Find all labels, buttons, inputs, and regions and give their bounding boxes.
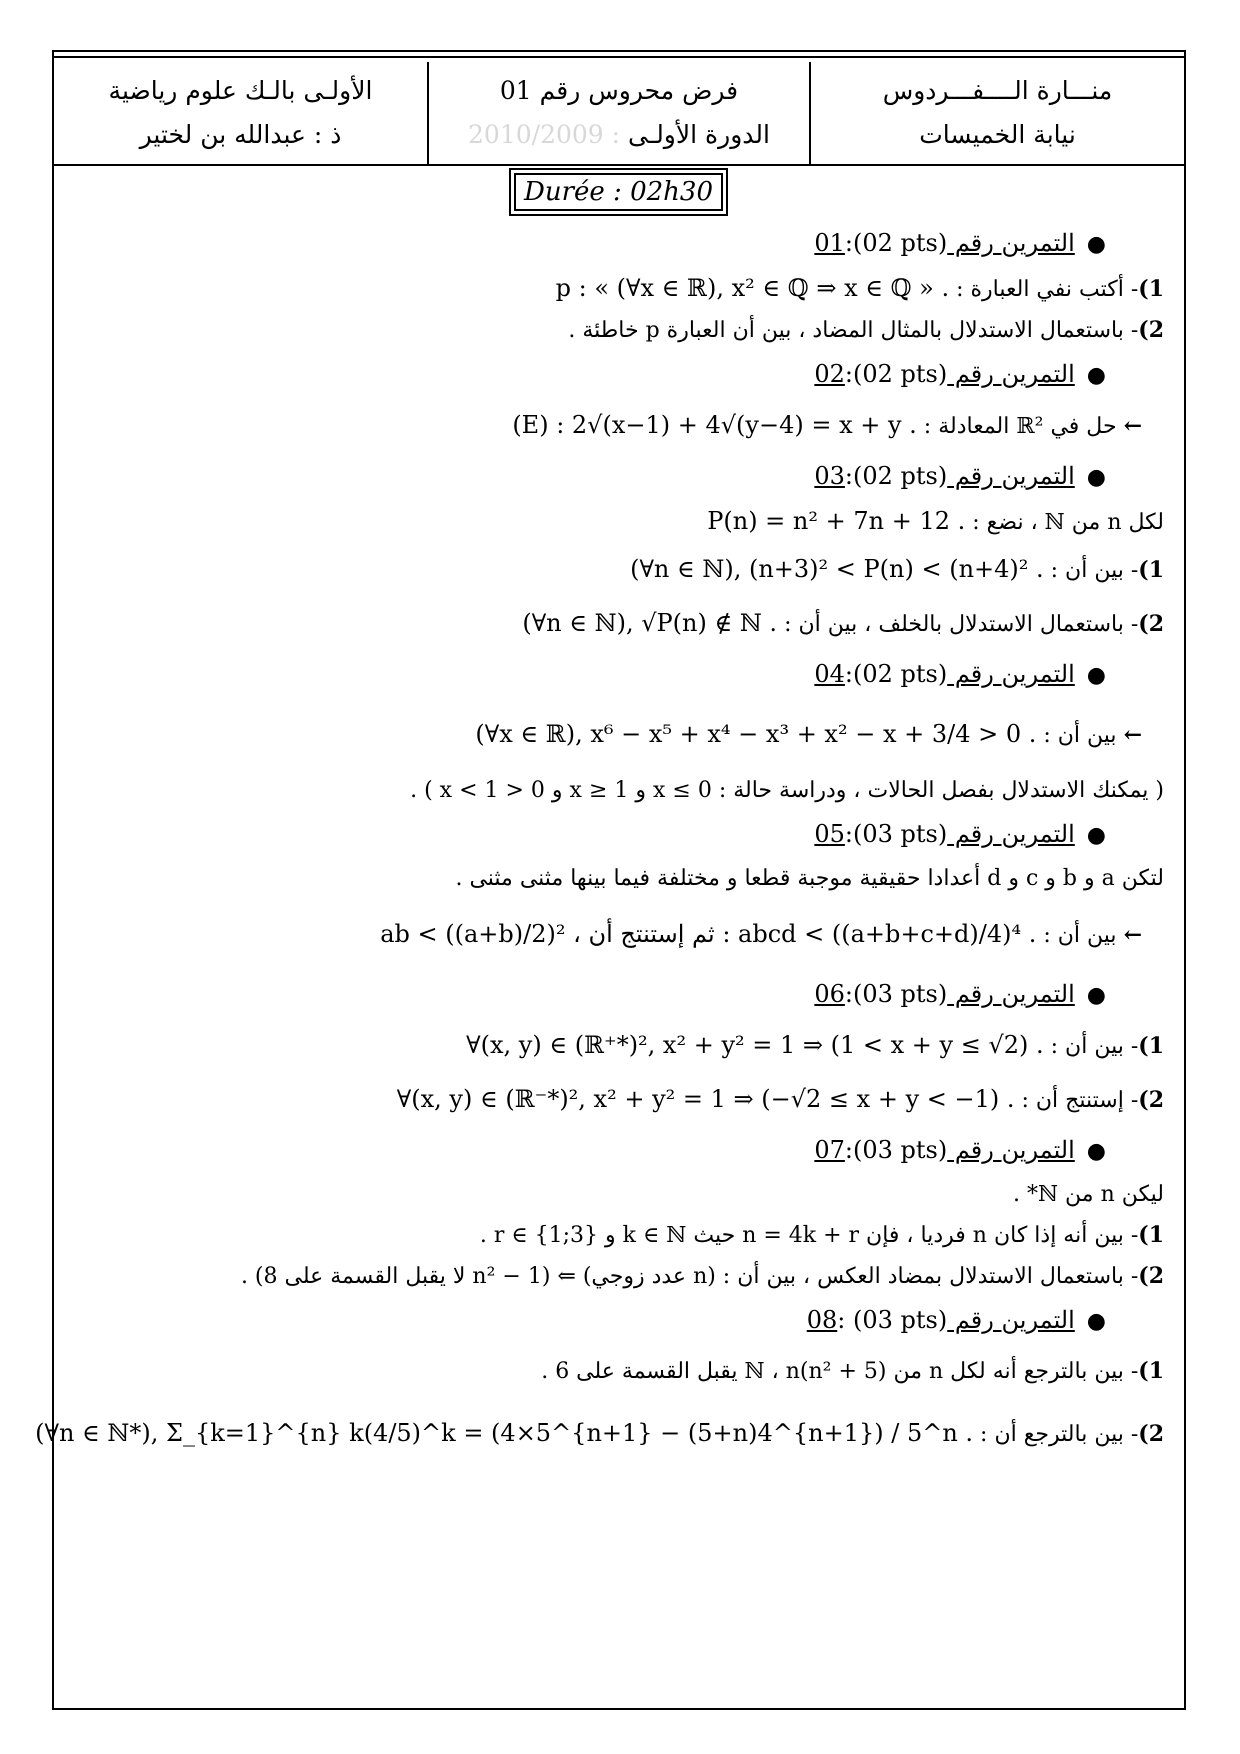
bullet-icon: ● — [1086, 983, 1106, 1008]
exam-session — [468, 113, 770, 157]
exercise-line: 1)- أكتب نفي العبارة : p : « (∀x ∈ ℝ), x² ∈ ℚ ⇒ x ∈ ℚ » . — [555, 274, 1164, 302]
exercise-title: ●التمرين رقم 07:(03 pts) — [814, 1136, 1106, 1164]
exercise-5 — [78, 811, 1164, 971]
exercise-line: 2)- باستعمال الاستدلال بالخلف ، بين أن : (∀n ∈ ℕ), √P(n) ∉ ℕ . — [522, 609, 1164, 637]
class-name: الأولـى بالـك علوم رياضية — [108, 76, 373, 105]
exercise-title: ●التمرين رقم 08: (03 pts) — [806, 1306, 1106, 1334]
exercise-line: 2)- إستنتج أن : ∀(x, y) ∈ (ℝ⁻*)², x² + y² = 1 ⇒ (−√2 ≤ x + y < −1) . — [396, 1085, 1164, 1113]
exercise-title: ●التمرين رقم 03:(02 pts) — [814, 462, 1106, 490]
bullet-icon: ● — [1086, 232, 1106, 257]
exercise-line: لكل n من ℕ ، نضع : P(n) = n² + 7n + 12 . — [707, 507, 1164, 535]
header-exam — [429, 62, 811, 164]
arrow-icon: ← — [1123, 922, 1142, 948]
school-year: : 2010/2009 — [468, 120, 621, 149]
page-frame — [35, 50, 1186, 1710]
exercises-body — [35, 220, 1164, 1470]
bullet-icon: ● — [1086, 363, 1106, 388]
exercise-title: ●التمرين رقم 01:(02 pts) — [814, 229, 1106, 257]
header-table — [54, 62, 1184, 166]
exercise-line: 1)- بين أن : (∀n ∈ ℕ), (n+3)² < P(n) < (n+4)² . — [630, 555, 1164, 583]
bullet-icon: ● — [1086, 663, 1106, 688]
exercise-3 — [78, 453, 1164, 651]
exercise-line: ← حل في ℝ² المعادلة : (E) : 2√(x−1) + 4√(y−4) = x + y . — [512, 411, 1142, 439]
directorate-name: نيابة الخميسات — [919, 120, 1076, 149]
exercise-line: 1)- بين بالترجع أنه لكل n من ℕ ، n(n² + 5) يقبل القسمة على 6 . — [541, 1358, 1164, 1384]
bullet-icon: ● — [1086, 1139, 1106, 1164]
exam-title: فرض محروس رقم 01 — [499, 76, 739, 105]
header-school — [811, 62, 1184, 164]
exercise-line: لتكن a و b و c و d أعدادا حقيقية موجبة قطعا و مختلفة فيما بينها مثنى مثنى . — [455, 866, 1164, 891]
bullet-icon: ● — [1086, 1309, 1106, 1334]
exercise-4 — [78, 651, 1164, 811]
exercise-2 — [78, 351, 1164, 453]
exercise-1 — [78, 220, 1164, 351]
exercise-line: ليكن n من ℕ* . — [1012, 1182, 1164, 1207]
header-class — [54, 62, 429, 164]
exercise-title: ●التمرين رقم 04:(02 pts) — [814, 660, 1106, 688]
exercise-title: ●التمرين رقم 02:(02 pts) — [814, 360, 1106, 388]
arrow-icon: ← — [1123, 413, 1142, 439]
exercise-line: ( يمكنك الاستدلال بفصل الحالات ، ودراسة حالة : x ≤ 0 و x ≥ 1 و 0 < x < 1 ) . — [410, 778, 1164, 803]
duration-box — [509, 168, 728, 216]
exercise-line: 2)- باستعمال الاستدلال بالمثال المضاد ، بين أن العبارة p خاطئة . — [568, 317, 1164, 343]
exercise-title: ●التمرين رقم 05:(03 pts) — [814, 820, 1106, 848]
session-label: الدورة الأولـى — [628, 120, 770, 149]
arrow-icon: ← — [1123, 722, 1142, 748]
exercise-8 — [35, 1297, 1164, 1470]
school-name: منـــارة الــــفـــردوس — [882, 76, 1113, 105]
exercise-line: 2)- باستعمال الاستدلال بمضاد العكس ، بين أن : (n عدد زوجي) ⇐ (n² − 1 لا يقبل القسمة على 8) . — [240, 1263, 1164, 1289]
exercise-line: 1)- بين أنه إذا كان n فرديا ، فإن n = 4k + r حيث k ∈ ℕ و r ∈ {1;3} . — [479, 1222, 1164, 1248]
exercise-line: ← بين أن : ab < ((a+b)/2)² ، ثم إستنتج أن : abcd < ((a+b+c+d)/4)⁴ . — [380, 920, 1142, 948]
exercise-line: ← بين أن : (∀x ∈ ℝ), x⁶ − x⁵ + x⁴ − x³ + x² − x + 3/4 > 0 . — [475, 720, 1142, 748]
exercise-line: 2)- بين بالترجع أن : (∀n ∈ ℕ*), Σ_{k=1}^{n} k(4/5)^k = (4×5^{n+1} − (5+n)4^{n+1}) / 5^n . — [35, 1419, 1164, 1447]
exercise-7 — [78, 1127, 1164, 1297]
bullet-icon: ● — [1086, 465, 1106, 490]
exercise-6 — [78, 971, 1164, 1127]
exercise-title: ●التمرين رقم 06:(03 pts) — [814, 980, 1106, 1008]
exercise-line: 1)- بين أن : ∀(x, y) ∈ (ℝ⁺*)², x² + y² = 1 ⇒ (1 < x + y ≤ √2) . — [466, 1031, 1164, 1059]
teacher-name: ذ : عبدالله بن لختير — [139, 120, 342, 149]
bullet-icon: ● — [1086, 823, 1106, 848]
duration-text: Durée : 02h30 — [514, 173, 723, 211]
